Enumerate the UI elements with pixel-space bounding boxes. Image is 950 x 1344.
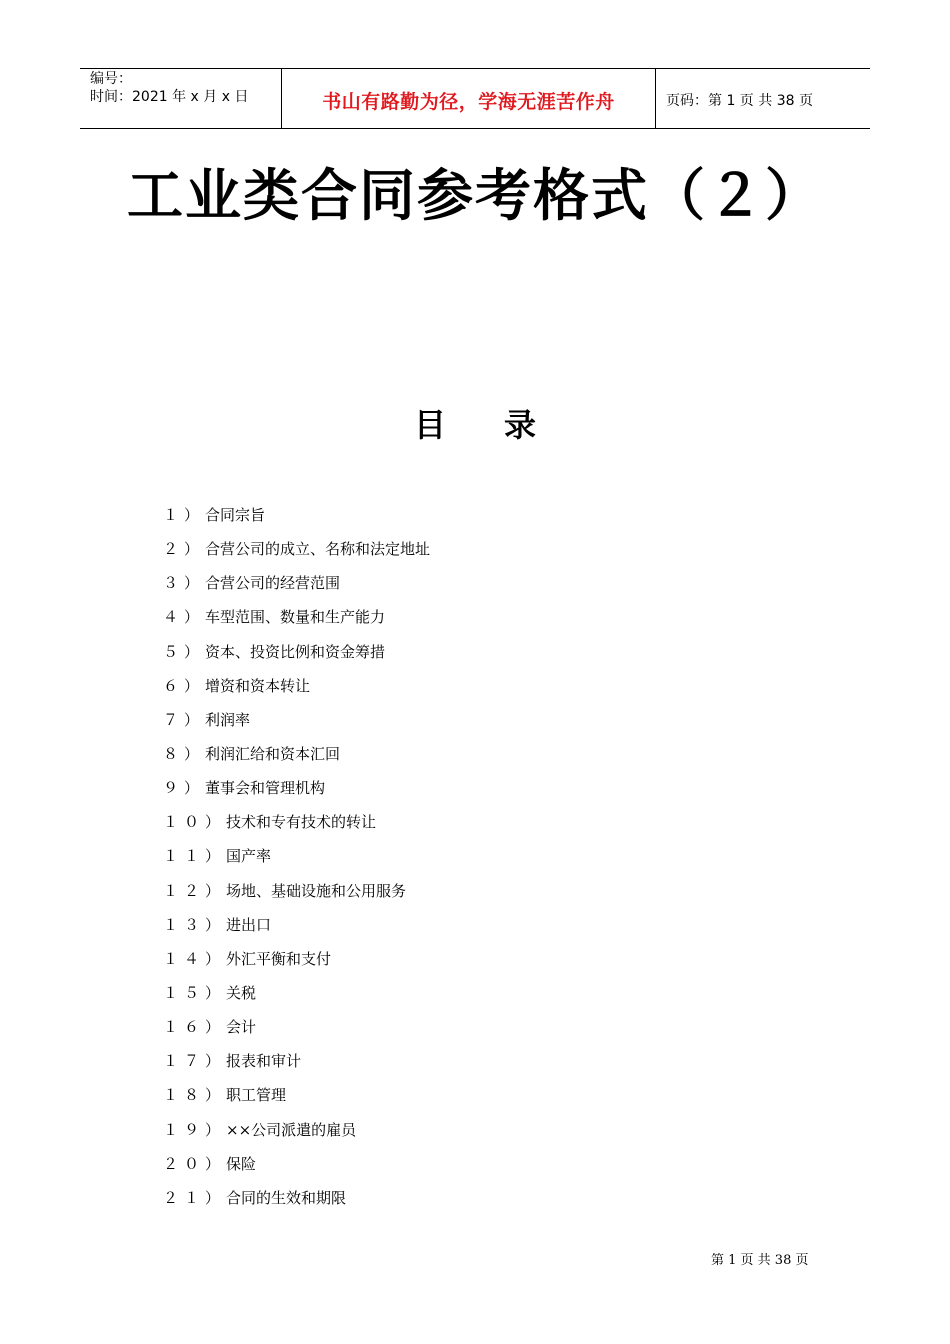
toc-item: [163, 983, 430, 1017]
document-number-label: 编号：: [90, 71, 132, 87]
toc-item: [163, 539, 430, 573]
toc-item-label: 国产率: [226, 847, 272, 866]
toc-item: [163, 744, 430, 778]
toc-item-label: 场地、基础设施和公用服务: [226, 881, 407, 900]
toc-item-label: 职工管理: [226, 1086, 287, 1105]
toc-item: [163, 812, 430, 846]
toc-item: [163, 881, 430, 915]
toc-item-number: １４）: [163, 949, 227, 968]
toc-heading: [0, 404, 950, 446]
toc-item: [163, 1085, 430, 1119]
toc-item-label: 合同的生效和期限: [226, 1188, 347, 1207]
document-title: 工业类合同参考格式（２）: [127, 163, 823, 229]
toc-item-label: 关税: [226, 983, 257, 1002]
toc-item-label: 保险: [226, 1154, 257, 1173]
toc-heading-right: 录: [504, 406, 537, 444]
toc-item: [163, 1051, 430, 1085]
toc-item-label: 合同宗旨: [205, 506, 266, 524]
toc-item-number: ７）: [163, 710, 206, 729]
toc-item: [163, 505, 430, 539]
toc-item-number: １３）: [163, 915, 227, 934]
toc-item-number: １２）: [163, 881, 227, 900]
toc-item: [163, 1017, 430, 1051]
toc-item: [163, 607, 430, 641]
toc-item: [163, 710, 430, 744]
toc-item-number: ５）: [163, 642, 206, 661]
toc-item-label: 技术和专有技术的转让: [226, 813, 377, 832]
toc-item-number: １８）: [163, 1086, 227, 1105]
toc-item: [163, 642, 430, 676]
page-footer: 第 1 页 共 38 页: [711, 1253, 809, 1268]
toc-item: [163, 915, 430, 949]
toc-item-number: ２）: [163, 540, 206, 559]
toc-item-number: １６）: [163, 1018, 227, 1037]
toc-item: [163, 676, 430, 710]
toc-item-label: 增资和资本转让: [205, 676, 311, 695]
header-motto-cell: [282, 69, 656, 128]
toc-item-number: １５）: [163, 983, 227, 1002]
table-of-contents: [163, 505, 430, 1222]
toc-item-number: １９）: [163, 1120, 227, 1139]
toc-item: [163, 846, 430, 880]
toc-item: [163, 1154, 430, 1188]
toc-item: [163, 1120, 430, 1154]
toc-item-label: 报表和审计: [226, 1052, 302, 1071]
toc-item: [163, 573, 430, 607]
toc-item-number: ９）: [163, 779, 206, 798]
header-page-info: 页码：第 1 页 共 38 页: [666, 93, 813, 109]
toc-item-number: ３）: [163, 574, 206, 593]
toc-heading-left: 目: [413, 406, 446, 444]
toc-item-number: １１）: [163, 847, 227, 866]
header-page-cell: [656, 69, 870, 128]
toc-item-number: ２０）: [163, 1154, 227, 1173]
toc-item-label: 利润汇给和资本汇回: [205, 744, 341, 763]
toc-item-label: 合营公司的经营范围: [205, 574, 341, 593]
header-motto: 书山有路勤为径，学海无涯苦作舟: [322, 91, 615, 113]
toc-item-number: １７）: [163, 1052, 227, 1071]
toc-item-label: 会计: [226, 1018, 257, 1037]
toc-item-number: １）: [163, 506, 206, 524]
toc-item-number: １０）: [163, 813, 227, 832]
document-date-label: 时间：2021 年 x 月 x 日: [90, 89, 249, 105]
toc-item-label: 资本、投资比例和资金筹措: [205, 642, 386, 661]
toc-item: [163, 949, 430, 983]
toc-item-number: ２１）: [163, 1188, 227, 1207]
toc-item-number: ８）: [163, 744, 206, 763]
toc-item-number: ４）: [163, 608, 206, 627]
toc-item-label: ××公司派遣的雇员: [226, 1120, 357, 1139]
toc-item-number: ６）: [163, 676, 206, 695]
toc-item-label: 车型范围、数量和生产能力: [205, 608, 386, 627]
toc-item-label: 外汇平衡和支付: [226, 949, 332, 968]
toc-item-label: 利润率: [205, 710, 251, 729]
header-meta-cell: [80, 69, 282, 128]
toc-item-label: 进出口: [226, 915, 272, 934]
toc-item: [163, 778, 430, 812]
toc-item: [163, 1188, 430, 1222]
toc-item-label: 董事会和管理机构: [205, 779, 326, 798]
toc-item-label: 合营公司的成立、名称和法定地址: [205, 540, 431, 559]
page-header: [80, 68, 870, 129]
